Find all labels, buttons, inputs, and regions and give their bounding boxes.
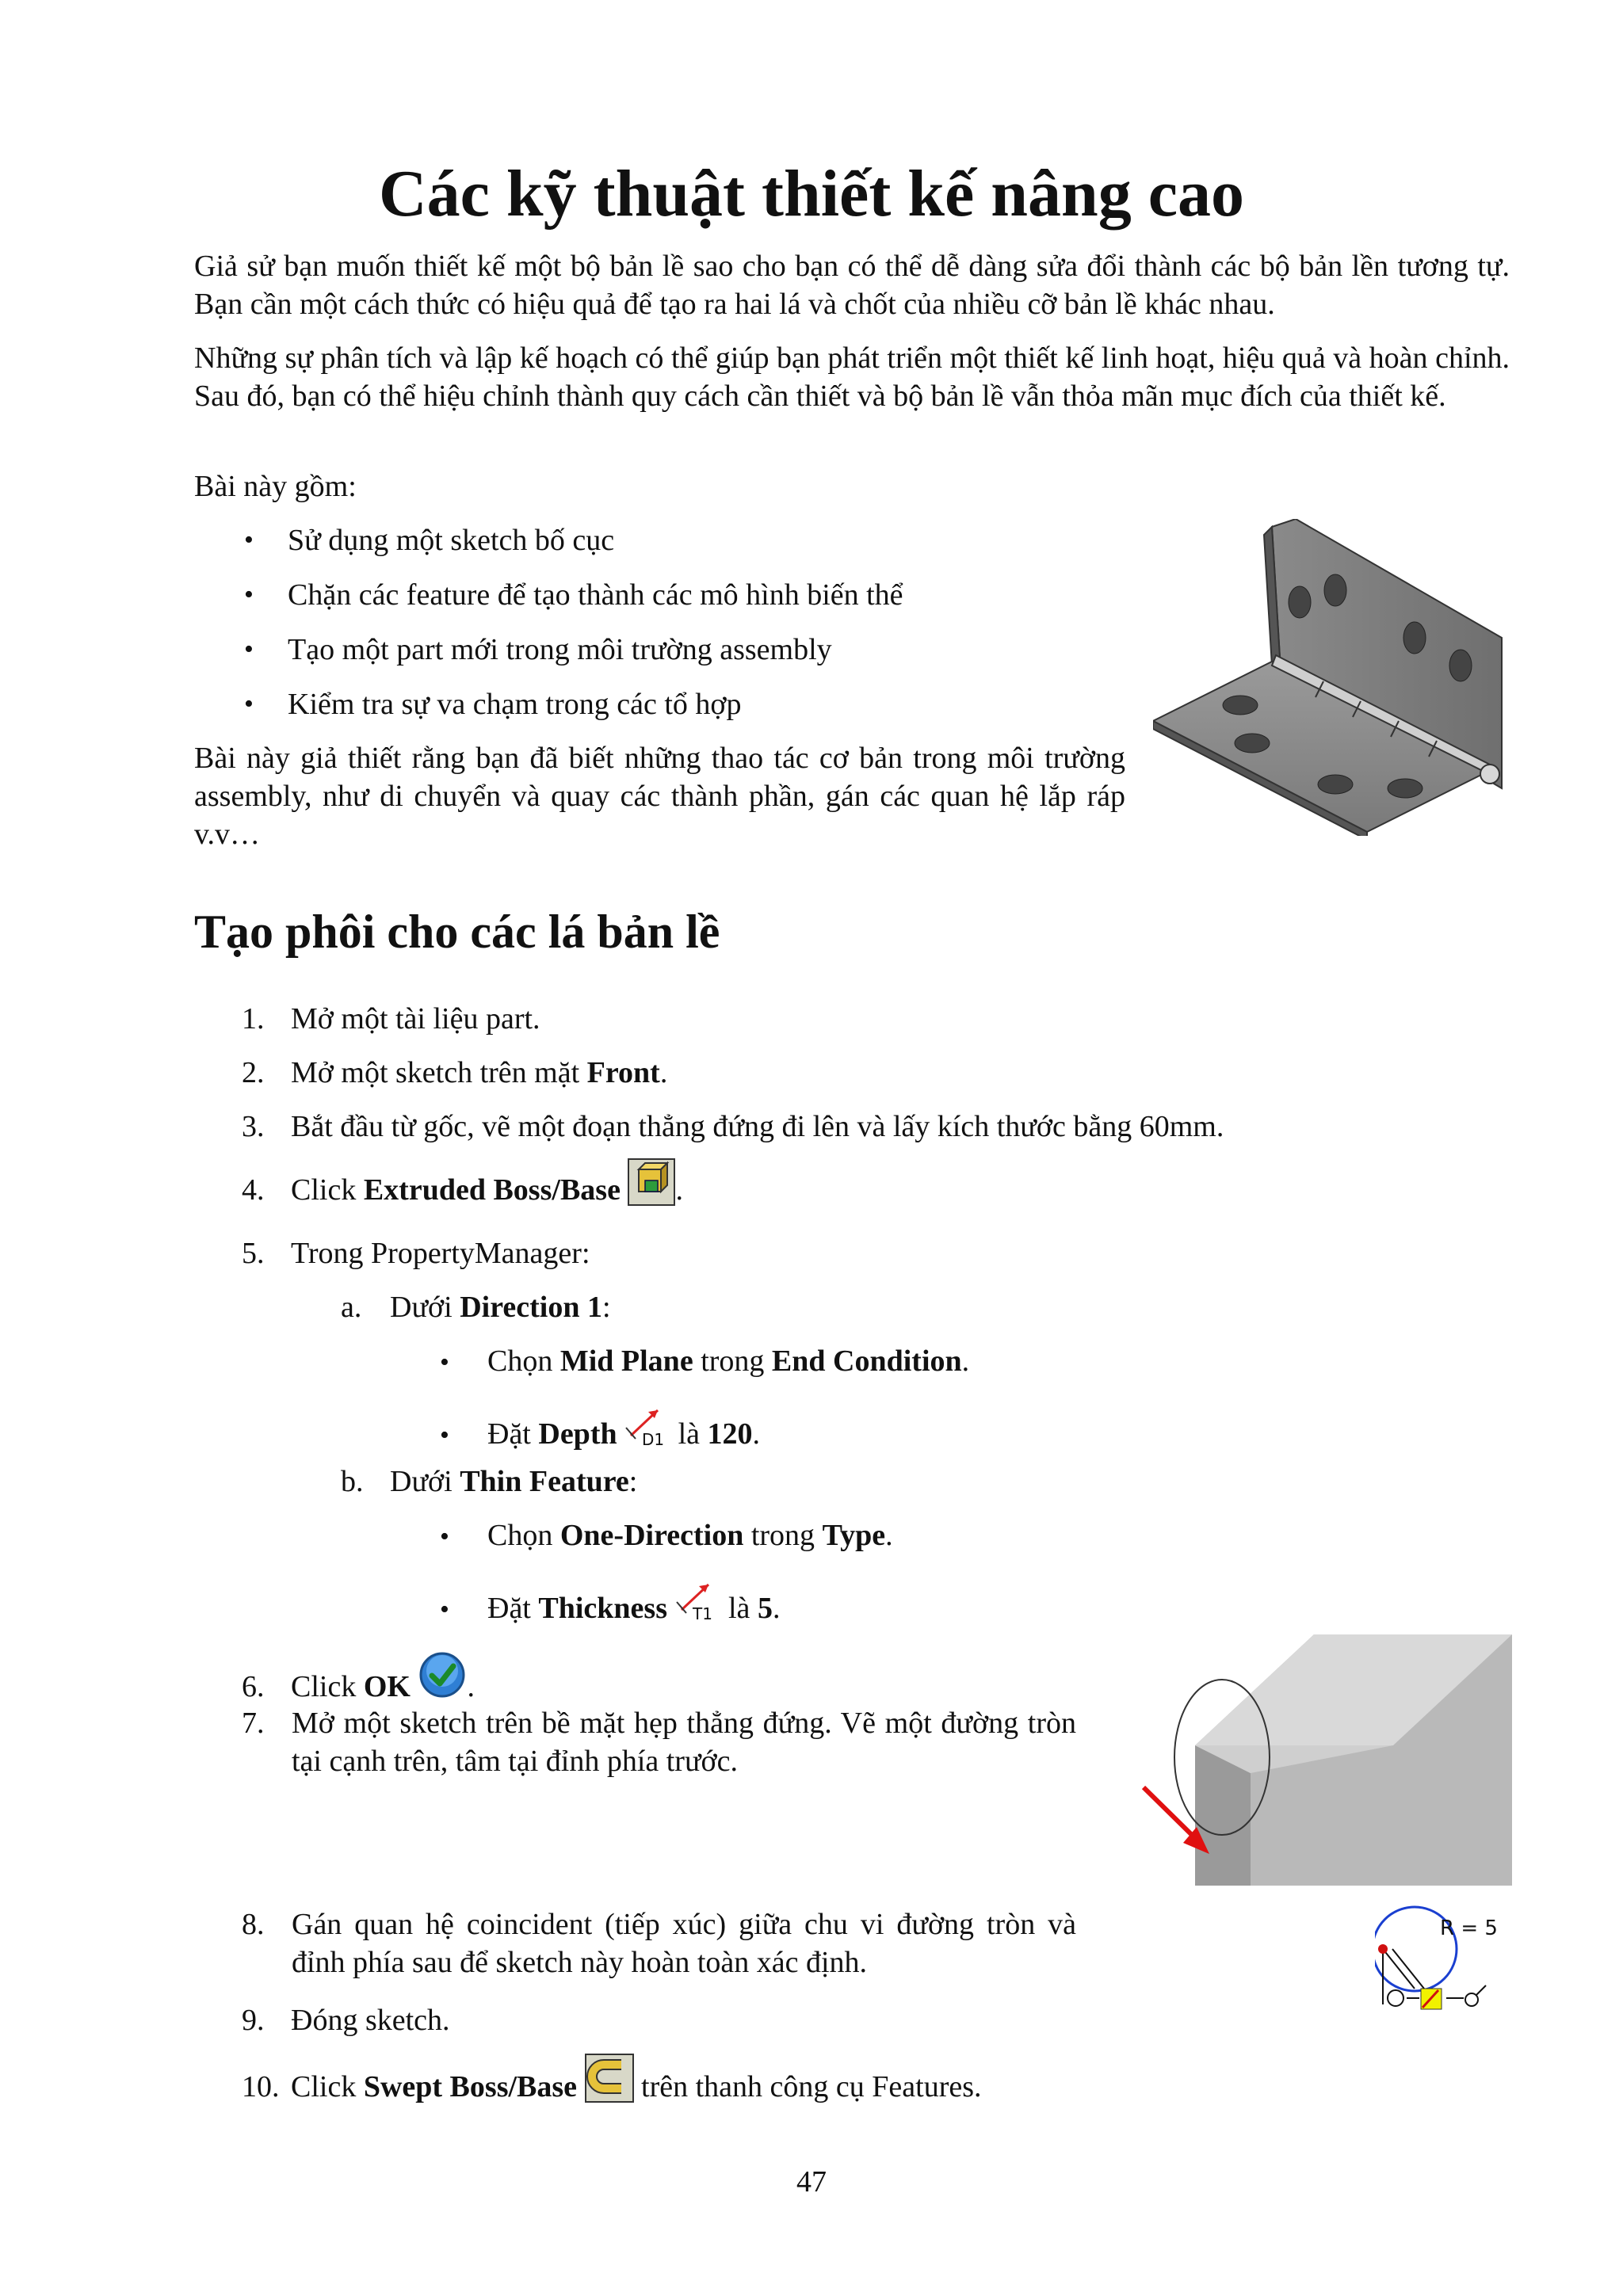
step-5a-item-2: • Đặt Depth D1 là 120. <box>440 1404 760 1455</box>
step-5a: a. Dưới Direction 1: <box>341 1291 611 1324</box>
step-10: 10. Click Swept Boss/Base trên thanh công cụ Features. <box>242 2054 982 2106</box>
circle-relation-figure <box>1375 1901 1514 2012</box>
step-5b-item-1: • Chọn One-Direction trong Type. <box>440 1519 893 1552</box>
step-5b-item-2: • Đặt Thickness T1 là 5. <box>440 1578 780 1629</box>
step-6: 6. Click OK . <box>242 1650 475 1706</box>
step-7: 7. Mở một sketch trên bề mặt hẹp thẳng đứng. Vẽ một đường tròn tại cạnh trên, tâm tại đỉnh phía trước. <box>242 1707 1076 1778</box>
step-8: 8. Gán quan hệ coincident (tiếp xúc) giữa chu vi đường tròn và đỉnh phía sau để sketch này hoàn toàn xác định. <box>242 1908 1076 1979</box>
page-number: 47 <box>796 2165 827 2199</box>
assumption-paragraph: Bài này giả thiết rằng bạn đã biết những thao tác cơ bản trong môi trường assembly, như di chuyển và quay các thành phần, gán các quan hệ lắp ráp v.v… <box>194 742 1125 851</box>
radius-label: R = 5 <box>1440 1917 1498 1940</box>
intro-paragraph-1: Giả sử bạn muốn thiết kế một bộ bản lề sao cho bạn có thể dễ dàng sửa đổi thành các bộ bản lền tương tự. Bạn cần một cách thức có hiệu quả để tạo ra hai lá và chốt của nhiều cỡ bản lề khác nhau. <box>194 250 1510 321</box>
depth-icon-label: D1 <box>642 1430 665 1448</box>
step-5: 5. Trong PropertyManager: <box>242 1237 590 1270</box>
thickness-t1-icon <box>675 1578 721 1623</box>
section-heading: Tạo phôi cho các lá bản lề <box>194 906 720 958</box>
step-5b: b. Dưới Thin Feature: <box>341 1465 638 1498</box>
step-2: 2. Mở một sketch trên mặt Front. <box>242 1056 668 1089</box>
thickness-icon-label: T1 <box>692 1604 712 1623</box>
intro-paragraph-2: Những sự phân tích và lập kế hoạch có thể giúp bạn phát triển một thiết kế linh hoạt, hiệu quả và hoàn chỉnh. Sau đó, bạn có thể hiệu chỉnh thành quy cách cần thiết và bộ bản lề vẫn thỏa mãn mục đích của thiết kế. <box>194 341 1510 413</box>
intro-paragraph-3: Bài này gồm: <box>194 470 357 503</box>
page-title: Các kỹ thuật thiết kế nâng cao <box>378 157 1245 231</box>
step-4: 4. Click Extruded Boss/Base . <box>242 1158 683 1209</box>
step-1: 1. Mở một tài liệu part. <box>242 1002 540 1035</box>
ok-checkmark-icon <box>418 1650 467 1699</box>
step-9: 9. Đóng sketch. <box>242 2004 450 2037</box>
depth-d1-icon <box>624 1404 670 1448</box>
document-page: Các kỹ thuật thiết kế nâng cao Giả sử bạn muốn thiết kế một bộ bản lề sao cho bạn có thể dễ dàng sửa đổi thành các bộ bản lền tương tự. Bạn cần một cách thức có hiệu quả để tạo ra hai lá và chốt của nhiều cỡ bản lề khác nhau. Những sự phân tích và lập kế hoạch có thể giúp bạn phát triển một thiết kế linh hoạt, hiệu quả và hoàn chỉnh. Sau đó, bạn có thể hiệu chỉnh thành quy cách cần thiết và bộ bản lề vẫn thỏa mãn mục đích của thiết kế. Bài này gồm: • Sử dụng một sketch bố cục • Chặn các feature để tạo thành các mô hình biến thể • Tạo một part mới trong môi trường assembly • Kiểm tra sự va chạm trong các tổ hợp Bài này giả thiết rằng bạn đã biết những thao tác cơ bản trong môi trường assembly, như di chuyển và quay các thành phần, gán các quan hệ lắp ráp v.v… Tạo phôi cho các lá bản lề 1. Mở một tài liệu part. 2. Mở một sketch trên mặt Front. 3. Bắt đầu từ gốc, vẽ một đoạn thẳng đứng đi lên và lấy kích thước bằng 60mm. 4. Click Extruded Boss/Base . 5. Trong PropertyManager: a. Dưới Direction 1: • Chọn Mid Plane trong End Condition. • Đặt Depth D1 là 120. b. Dưới Thin Feature: • Chọn One-Direction trong Type. • Đặt Thickness T1 là 5. 6. Click OK . 7. Mở một sketch trên bề mặt hẹp thẳng đứng. Vẽ một đường tròn tại cạnh trên, tâm tại đỉnh phía trước. 8. Gán quan hệ coincident (tiếp xúc) giữa chu vi đường tròn và đỉnh phía sau để sketch này hoàn toàn xác định. R = 5 9. Đóng sketch. 10. Click Swept Boss/Base trên thanh công cụ Features. 47 <box>0 0 1623 2296</box>
extruded-boss-icon <box>628 1158 675 1206</box>
swept-boss-icon <box>585 2054 634 2103</box>
plate-sketch-figure <box>1140 1630 1512 1886</box>
step-5a-item-1: • Chọn Mid Plane trong End Condition. <box>440 1344 970 1378</box>
hinge-figure <box>1153 519 1510 836</box>
step-3: 3. Bắt đầu từ gốc, vẽ một đoạn thẳng đứng đi lên và lấy kích thước bằng 60mm. <box>242 1110 1224 1143</box>
